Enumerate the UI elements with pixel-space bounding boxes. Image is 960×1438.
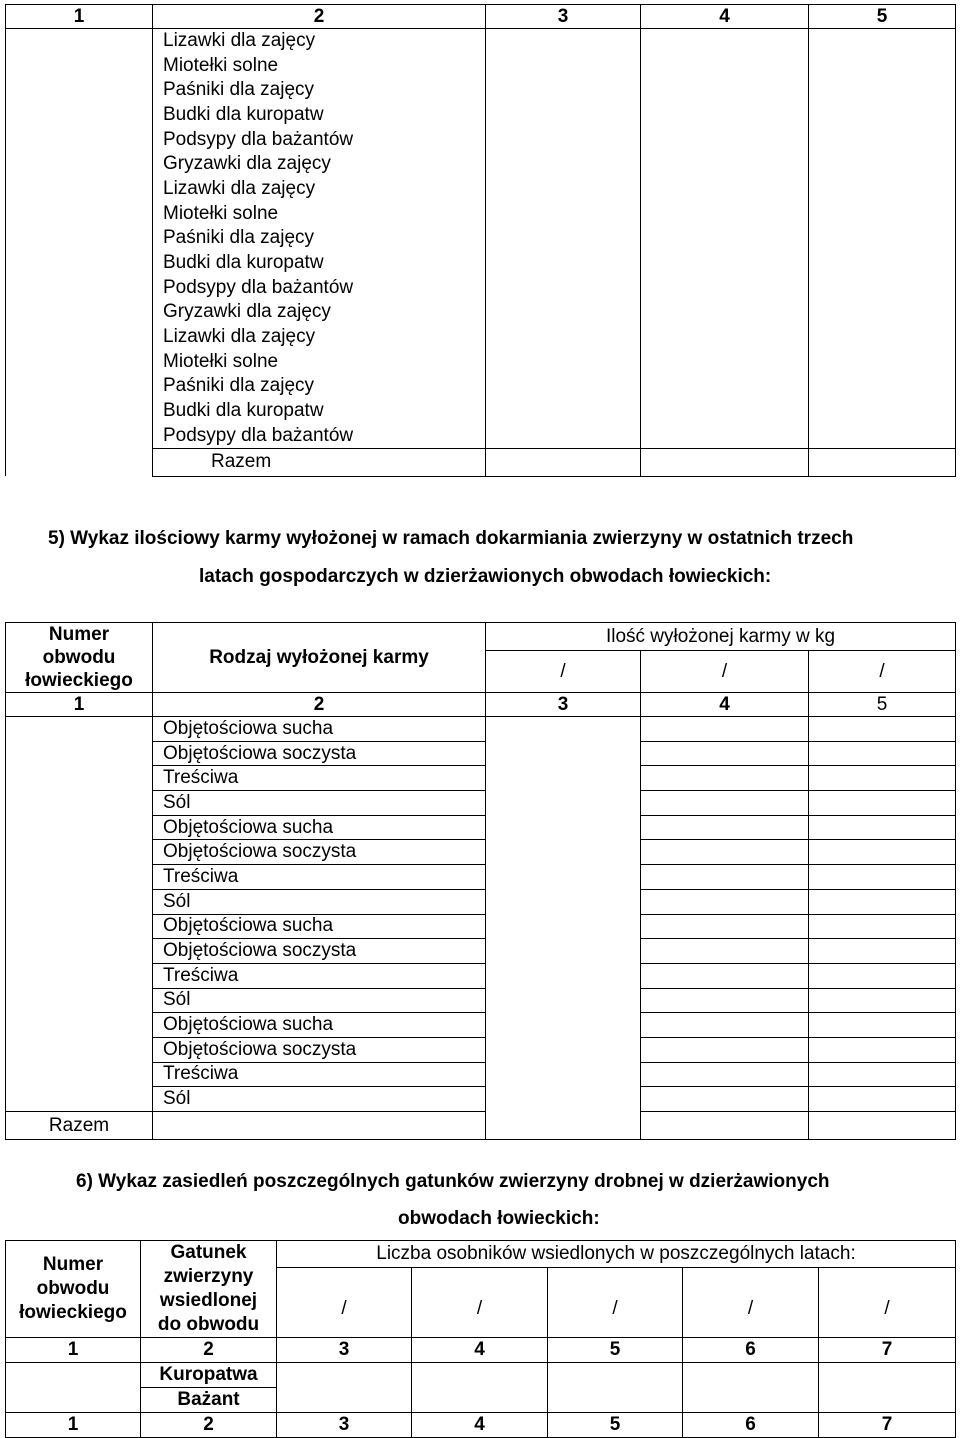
empty-cell [641, 988, 809, 1013]
empty-cell [486, 29, 641, 54]
item-label: Lizawki dla zajęcy [153, 325, 486, 350]
empty-cell [486, 349, 641, 374]
list-item [6, 1363, 956, 1388]
header-row [6, 5, 956, 29]
empty-cell [486, 300, 641, 325]
item-label: Objętościowa sucha [153, 815, 486, 840]
empty-cell [486, 177, 641, 202]
empty-cell [6, 717, 153, 1112]
header-line: obwodu [42, 647, 116, 668]
empty-cell [809, 78, 956, 103]
empty-cell [486, 325, 641, 350]
header-line: Numer [42, 1254, 104, 1275]
empty-cell [6, 1363, 141, 1413]
empty-cell [809, 1087, 956, 1112]
column-number-header: 5 [809, 693, 956, 717]
total-label: Razem [153, 448, 486, 476]
empty-cell [486, 275, 641, 300]
empty-cell [486, 78, 641, 103]
item-label: Podsypy dla bażantów [153, 127, 486, 152]
empty-cell [641, 53, 809, 78]
empty-cell [486, 424, 641, 449]
empty-cell [641, 741, 809, 766]
empty-cell [641, 889, 809, 914]
empty-cell [641, 177, 809, 202]
empty-cell [641, 1062, 809, 1087]
empty-cell [809, 865, 956, 890]
column-number-header: 4 [641, 693, 809, 717]
year-slash: / [486, 651, 641, 693]
year-slash: / [641, 651, 809, 693]
item-label: Objętościowa sucha [153, 717, 486, 742]
empty-cell [809, 840, 956, 865]
empty-cell [809, 1013, 956, 1038]
empty-cell [809, 226, 956, 251]
empty-cell [809, 152, 956, 177]
item-label: Gryzawki dla zajęcy [153, 152, 486, 177]
empty-cell [819, 1363, 956, 1413]
empty-cell [809, 300, 956, 325]
item-label: Paśniki dla zajęcy [153, 78, 486, 103]
header-line: Gatunek [170, 1242, 247, 1263]
column-number-header: 5 [809, 5, 956, 29]
item-label: Sól [153, 791, 486, 816]
empty-cell [486, 201, 641, 226]
empty-cell [809, 275, 956, 300]
empty-cell [486, 251, 641, 276]
header-row [6, 1338, 956, 1363]
column-number-header: 3 [486, 5, 641, 29]
column-number-header: 4 [412, 1338, 548, 1363]
section-6-heading-line-2: obwodach łowieckich: [398, 1208, 600, 1229]
empty-cell [641, 448, 809, 476]
column-number-header: 1 [6, 1338, 141, 1363]
item-label: Paśniki dla zajęcy [153, 226, 486, 251]
item-label: Objętościowa sucha [153, 914, 486, 939]
column-number-header: 4 [641, 5, 809, 29]
empty-cell [809, 177, 956, 202]
item-label: Objętościowa soczysta [153, 840, 486, 865]
empty-cell [641, 1112, 809, 1140]
item-label: Objętościowa soczysta [153, 939, 486, 964]
footer-row [6, 1413, 956, 1438]
item-label: Budki dla kuropatw [153, 103, 486, 128]
empty-cell [486, 152, 641, 177]
item-label: Gryzawki dla zajęcy [153, 300, 486, 325]
column-number-header: 6 [683, 1338, 819, 1363]
empty-cell [641, 865, 809, 890]
column-number-footer: 3 [277, 1413, 412, 1438]
empty-cell [809, 103, 956, 128]
empty-cell [277, 1363, 412, 1413]
item-label: Sól [153, 988, 486, 1013]
item-label: Podsypy dla bażantów [153, 275, 486, 300]
empty-cell [641, 766, 809, 791]
column-number-header: 2 [153, 693, 486, 717]
empty-cell [683, 1363, 819, 1413]
empty-cell [809, 1112, 956, 1140]
empty-cell [641, 914, 809, 939]
header-line: łowieckiego [19, 1302, 127, 1323]
empty-cell [6, 29, 153, 477]
total-row [6, 1112, 956, 1140]
header-line: wsiedlonej [159, 1290, 258, 1311]
empty-cell [641, 399, 809, 424]
empty-cell [641, 349, 809, 374]
item-label: Podsypy dla bażantów [153, 424, 486, 449]
empty-cell [809, 29, 956, 54]
empty-cell [809, 374, 956, 399]
empty-cell [641, 791, 809, 816]
item-label: Lizawki dla zajęcy [153, 177, 486, 202]
item-label: Treściwa [153, 1062, 486, 1087]
empty-cell [641, 815, 809, 840]
empty-cell [486, 53, 641, 78]
empty-cell [809, 988, 956, 1013]
empty-cell [641, 78, 809, 103]
item-label: Paśniki dla zajęcy [153, 374, 486, 399]
empty-cell [641, 300, 809, 325]
table-2 [5, 622, 956, 1140]
list-item [6, 29, 956, 54]
empty-cell [641, 29, 809, 54]
column-number-footer: 6 [683, 1413, 819, 1438]
column-number-header: 2 [153, 5, 486, 29]
empty-cell [641, 840, 809, 865]
section-5-heading-line-2: latach gospodarczych w dzierżawionych obwodach łowieckich: [199, 566, 772, 587]
empty-cell [809, 914, 956, 939]
column-number-header: 5 [548, 1338, 683, 1363]
empty-cell [486, 226, 641, 251]
header-line: do obwodu [157, 1314, 260, 1335]
empty-cell [486, 127, 641, 152]
empty-cell [809, 448, 956, 476]
column-number-header: 7 [819, 1338, 956, 1363]
year-slash: / [809, 651, 956, 693]
empty-cell [641, 152, 809, 177]
empty-cell [641, 201, 809, 226]
empty-cell [641, 103, 809, 128]
header-line: łowieckiego [25, 670, 133, 691]
empty-cell [809, 889, 956, 914]
section-6-heading-line-1: 6) Wykaz zasiedleń poszczególnych gatunków zwierzyny drobnej w dzierżawionych [76, 1171, 830, 1192]
empty-cell [809, 963, 956, 988]
empty-cell [809, 53, 956, 78]
empty-cell [809, 349, 956, 374]
column-header-feed-type: Rodzaj wyłożonej karmy [153, 623, 486, 693]
header-line: zwierzyny [163, 1266, 254, 1287]
empty-cell [641, 251, 809, 276]
header-line: obwodu [36, 1278, 110, 1299]
empty-cell [809, 251, 956, 276]
item-label: Miotełki solne [153, 349, 486, 374]
item-label: Objętościowa soczysta [153, 1037, 486, 1062]
item-label: Budki dla kuropatw [153, 399, 486, 424]
empty-cell [153, 1112, 486, 1140]
list-item [6, 717, 956, 742]
column-number-header: 1 [6, 5, 153, 29]
header-row [6, 693, 956, 717]
empty-cell [809, 815, 956, 840]
empty-cell [486, 448, 641, 476]
empty-cell [412, 1363, 548, 1413]
empty-cell [641, 1013, 809, 1038]
empty-cell [809, 201, 956, 226]
item-label: Treściwa [153, 963, 486, 988]
table-1 [5, 4, 956, 477]
table-3 [5, 1240, 956, 1438]
empty-cell [641, 424, 809, 449]
header-line: Numer [48, 624, 110, 645]
item-label: Miotełki solne [153, 201, 486, 226]
empty-cell [641, 226, 809, 251]
item-label: Objętościowa soczysta [153, 741, 486, 766]
column-number-header: 3 [486, 693, 641, 717]
empty-cell [641, 325, 809, 350]
empty-cell [641, 963, 809, 988]
species-label: Bażant [141, 1388, 277, 1413]
item-label: Budki dla kuropatw [153, 251, 486, 276]
item-label: Miotełki solne [153, 53, 486, 78]
column-number-header: 3 [277, 1338, 412, 1363]
header-row [6, 1241, 956, 1268]
empty-cell [486, 374, 641, 399]
column-number-header: 2 [141, 1338, 277, 1363]
column-header-number [6, 1241, 141, 1338]
group-header-count: Liczba osobników wsiedlonych w poszczególnych latach: [277, 1241, 956, 1268]
column-header-species [141, 1241, 277, 1338]
header-row [6, 623, 956, 651]
year-slash: / [683, 1268, 819, 1338]
empty-cell [809, 717, 956, 742]
group-header-quantity: Ilość wyłożonej karmy w kg [486, 623, 956, 651]
item-label: Treściwa [153, 766, 486, 791]
empty-cell [641, 717, 809, 742]
empty-cell [641, 374, 809, 399]
total-label: Razem [6, 1112, 153, 1140]
empty-cell [809, 1037, 956, 1062]
item-label: Lizawki dla zajęcy [153, 29, 486, 54]
empty-cell [641, 1087, 809, 1112]
empty-cell [809, 741, 956, 766]
column-number-footer: 5 [548, 1413, 683, 1438]
species-label: Kuropatwa [141, 1363, 277, 1388]
column-number-footer: 7 [819, 1413, 956, 1438]
column-number-footer: 1 [6, 1413, 141, 1438]
year-slash: / [819, 1268, 956, 1338]
item-label: Sól [153, 1087, 486, 1112]
empty-cell [809, 939, 956, 964]
item-label: Objętościowa sucha [153, 1013, 486, 1038]
section-5-heading-line-1: 5) Wykaz ilościowy karmy wyłożonej w ramach dokarmiania zwierzyny w ostatnich trzech [48, 528, 854, 549]
empty-cell [486, 717, 641, 1140]
empty-cell [809, 325, 956, 350]
empty-cell [809, 1062, 956, 1087]
item-label: Sól [153, 889, 486, 914]
year-slash: / [548, 1268, 683, 1338]
empty-cell [641, 1037, 809, 1062]
empty-cell [641, 275, 809, 300]
empty-cell [548, 1363, 683, 1413]
empty-cell [809, 399, 956, 424]
empty-cell [809, 127, 956, 152]
year-slash: / [277, 1268, 412, 1338]
empty-cell [486, 103, 641, 128]
empty-cell [641, 127, 809, 152]
column-header-number [6, 623, 153, 693]
empty-cell [809, 424, 956, 449]
column-number-footer: 2 [141, 1413, 277, 1438]
year-slash: / [412, 1268, 548, 1338]
column-number-footer: 4 [412, 1413, 548, 1438]
item-label: Treściwa [153, 865, 486, 890]
empty-cell [486, 399, 641, 424]
empty-cell [809, 766, 956, 791]
column-number-header: 1 [6, 693, 153, 717]
empty-cell [641, 939, 809, 964]
empty-cell [809, 791, 956, 816]
